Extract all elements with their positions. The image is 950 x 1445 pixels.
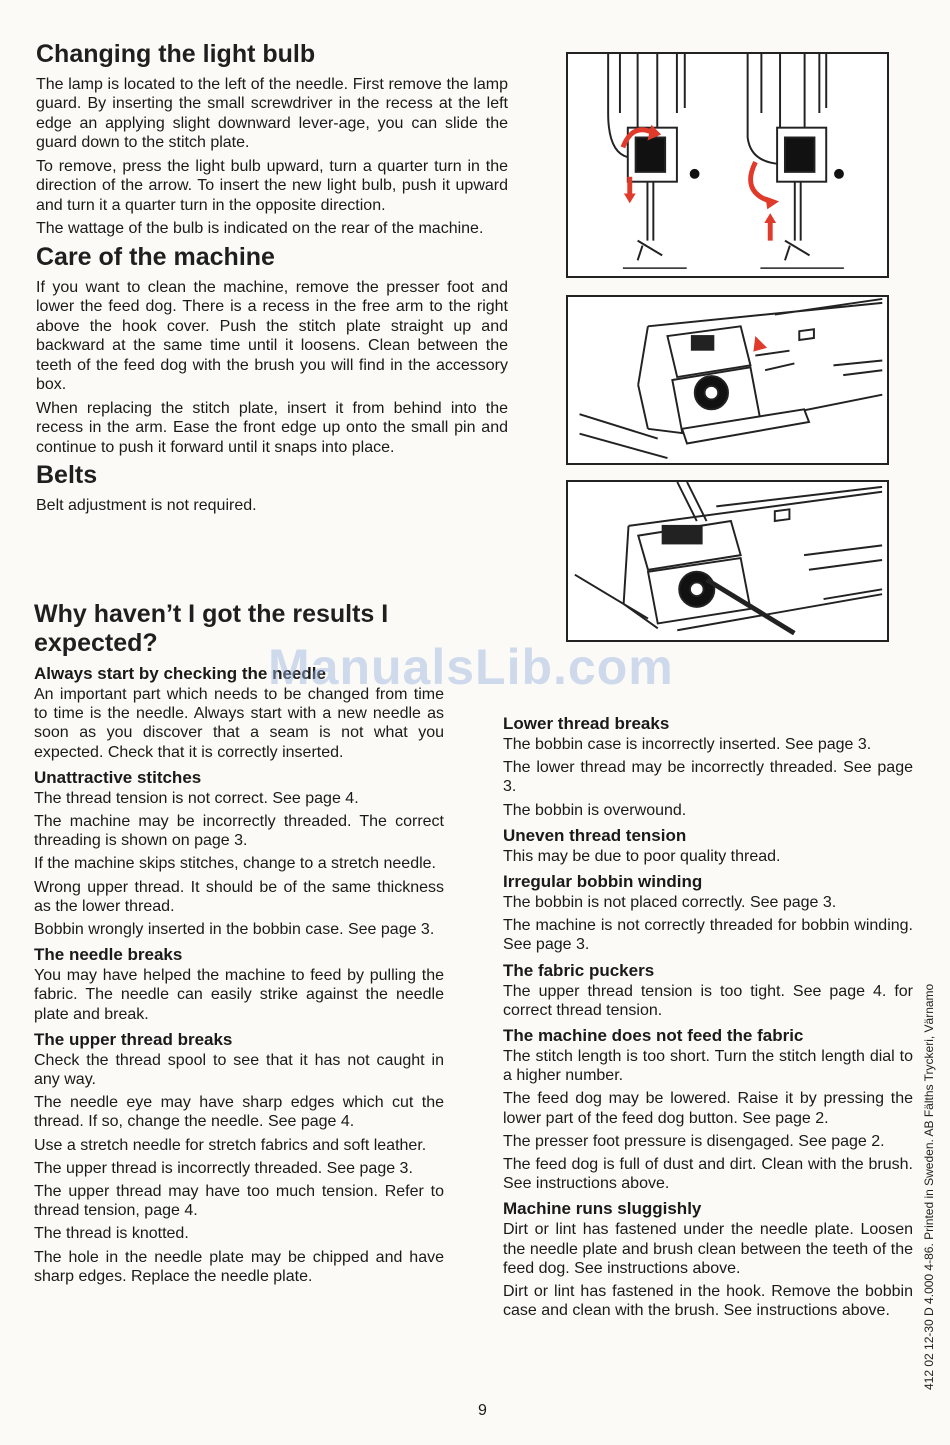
page-number: 9	[478, 1402, 487, 1419]
troubleshooting-title: Why haven’t I got the results I expected?	[34, 600, 389, 657]
issue-paragraph: If the machine skips stitches, change to a stretch needle.	[34, 855, 436, 873]
issue-paragraph: The upper thread is incorrectly threaded. See page 3.	[34, 1159, 413, 1177]
left-column	[36, 40, 508, 519]
issue-paragraph: The feed dog may be lowered. Raise it by pressing the lower part of the feed dog button. See page 2.	[503, 1090, 913, 1127]
issue-paragraph: The machine is not correctly threaded for bobbin winding. See page 3.	[503, 917, 913, 954]
print-info: 412 02 12-30 D 4.000 4-86. Printed in Sweden. AB Fälths Tryckeri, Värnamo	[922, 983, 936, 1390]
issue-paragraph: Dirt or lint has fastened under the needle plate. Loosen the needle plate and brush clean between the teeth of the feed dog. See instructions above.	[503, 1221, 913, 1277]
issue-paragraph: This may be due to poor quality thread.	[503, 847, 781, 865]
care-paragraph: When replacing the stitch plate, insert it from behind into the recess in the arm. Ease the front edge up onto the small pin and continue to push it forward until it snaps into place.	[36, 399, 508, 456]
issue-paragraph: The hole in the needle plate may be chipped and have sharp edges. Replace the needle plate.	[34, 1248, 444, 1285]
belts-paragraph: Belt adjustment is not required.	[36, 496, 257, 514]
watermark: ManualsLib.com	[268, 639, 674, 695]
issue-heading: The fabric puckers	[503, 960, 655, 980]
issue-paragraph: Dirt or lint has fastened in the hook. Remove the bobbin case and clean with the brush. See instructions above.	[503, 1283, 913, 1320]
issue-paragraph: You may have helped the machine to feed by pulling the fabric. The needle can easily strike against the needle plate and break.	[34, 967, 444, 1023]
care-paragraph: If you want to clean the machine, remove the presser foot and lower the feed dog. There is a recess in the free arm to the right above the hook cover. Push the stitch plate straight up and backward at the same time until it loosens. Clean between the teeth of the feed dog with the brush you will find in the accessory box.	[36, 278, 508, 393]
light-bulb-paragraph: The lamp is located to the left of the needle. First remove the lamp guard. By inserting the small screwdriver in the recess at the left edge an applying slight downward lever-age, you can slide the guard down to the stitch plate.	[36, 75, 508, 152]
cleaning-brush-illustration	[568, 482, 887, 640]
left-groups	[34, 664, 444, 1286]
issue-heading: Lower thread breaks	[503, 714, 670, 733]
issue-heading: Always start by checking the needle	[34, 664, 326, 683]
issue-paragraph: Wrong upper thread. It should be of the same thickness as the lower thread.	[34, 878, 444, 915]
issue-paragraph: An important part which needs to be changed from time to time is the needle. Always start with a new needle as soon as you discover that a seam is not what you expected. Check that it is correctly inserted.	[34, 686, 444, 761]
issue-paragraph: The stitch length is too short. Turn the stitch length dial to a higher number.	[503, 1048, 913, 1085]
issue-paragraph: Bobbin wrongly inserted in the bobbin case. See page 3.	[34, 921, 435, 939]
troubleshooting-right-column	[503, 708, 913, 1324]
care-title: Care of the machine	[36, 242, 275, 271]
issue-paragraph: The machine may be incorrectly threaded. The correct threading is shown on page 3.	[34, 813, 444, 850]
issue-heading: The machine does not feed the fabric	[503, 1026, 804, 1046]
issue-paragraph: The bobbin is not placed correctly. See page 3.	[503, 894, 837, 912]
light-bulb-illustration	[568, 54, 887, 276]
issue-paragraph: The upper thread tension is too tight. See page 4. for correct thread tension.	[503, 982, 913, 1019]
issue-heading: Uneven thread tension	[503, 825, 687, 845]
issue-paragraph: The presser foot pressure is disengaged. See page 2.	[503, 1132, 885, 1150]
issue-heading: The upper thread breaks	[34, 1029, 233, 1049]
issue-paragraph: The needle eye may have sharp edges which cut the thread. If so, change the needle. See page 4.	[34, 1094, 444, 1131]
figure-light-bulb	[566, 52, 889, 278]
issue-paragraph: The lower thread may be incorrectly threaded. See page 3.	[503, 759, 913, 796]
issue-paragraph: Check the thread spool to see that it has not caught in any way.	[34, 1051, 444, 1089]
troubleshooting-left-column	[34, 600, 444, 1290]
issue-heading: Machine runs sluggishly	[503, 1199, 702, 1219]
light-bulb-paragraph: To remove, press the light bulb upward, turn a quarter turn in the direction of the arrow. To insert the new light bulb, push it upward and turn it a quarter turn in the opposite direction.	[36, 157, 508, 214]
figure-stitch-plate	[566, 295, 889, 465]
light-bulb-paragraph: The wattage of the bulb is indicated on the rear of the machine.	[36, 220, 484, 238]
figure-cleaning-brush	[566, 480, 889, 642]
issue-paragraph: The thread tension is not correct. See page 4.	[34, 789, 359, 807]
right-groups	[503, 714, 913, 1320]
issue-paragraph: The feed dog is full of dust and dirt. Clean with the brush. See instructions above.	[503, 1156, 913, 1193]
issue-paragraph: Use a stretch needle for stretch fabrics and soft leather.	[34, 1136, 427, 1154]
stitch-plate-illustration	[568, 297, 887, 463]
issue-paragraph: The bobbin case is incorrectly inserted. See page 3.	[503, 736, 872, 753]
issue-paragraph: The thread is knotted.	[34, 1225, 189, 1243]
issue-paragraph: The upper thread may have too much tension. Refer to thread tension, page 4.	[34, 1183, 444, 1220]
issue-heading: Irregular bobbin winding	[503, 872, 703, 892]
issue-paragraph: The bobbin is overwound.	[503, 801, 687, 819]
belts-title: Belts	[36, 461, 98, 489]
light-bulb-title: Changing the light bulb	[36, 40, 316, 68]
issue-heading: The needle breaks	[34, 945, 183, 965]
issue-heading: Unattractive stitches	[34, 767, 202, 787]
